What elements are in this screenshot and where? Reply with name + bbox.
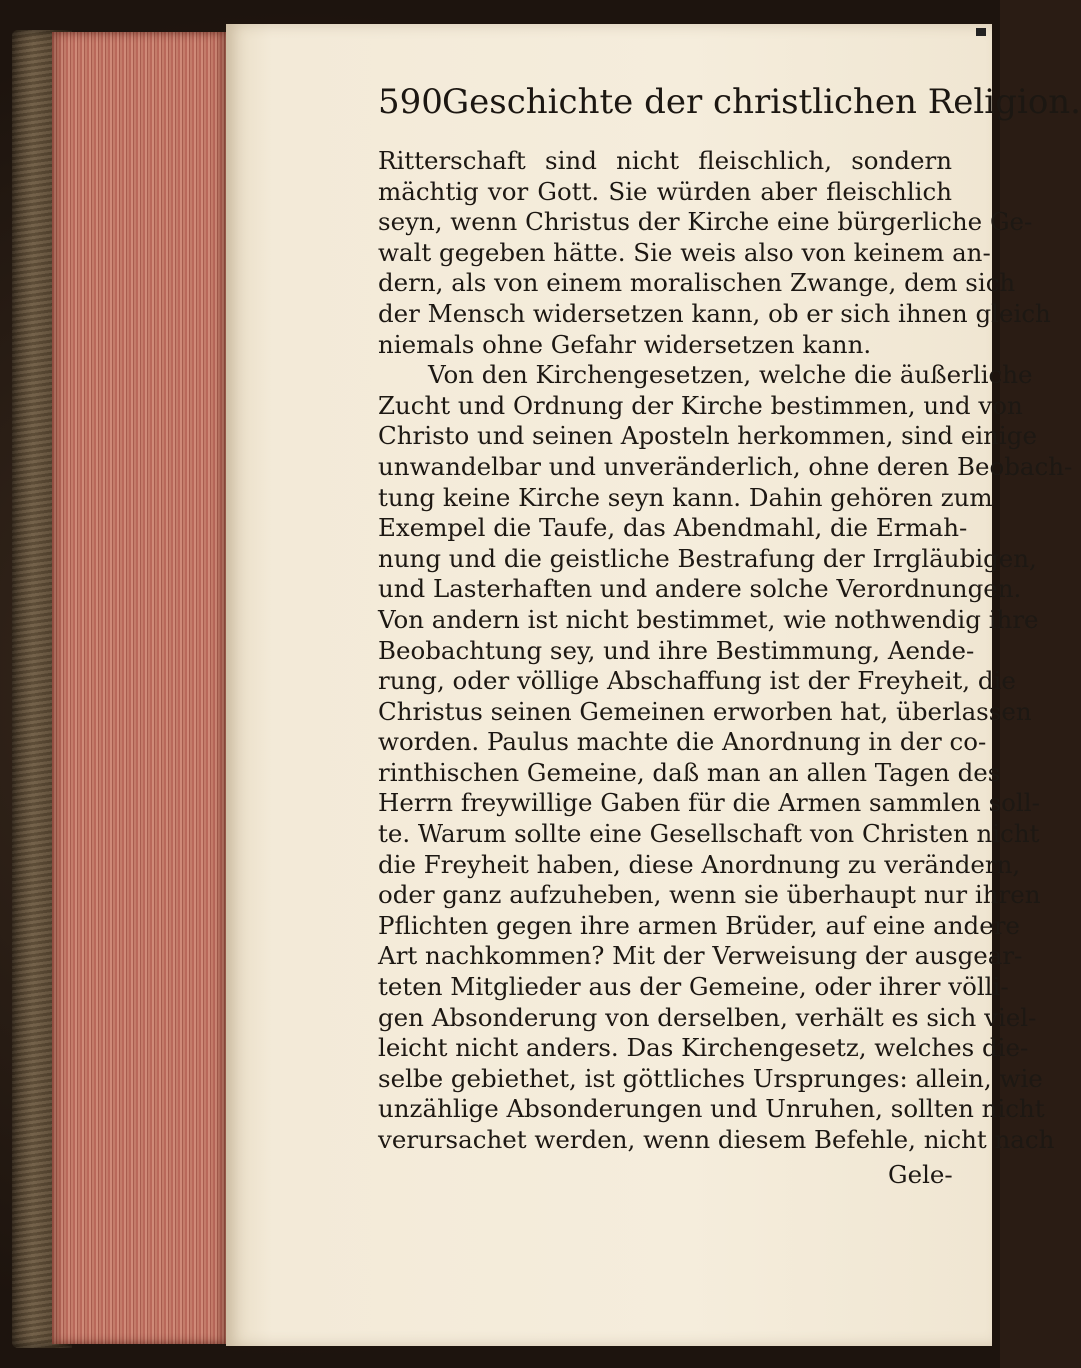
text-line: walt gegeben hätte. Sie weis also von keinem an-	[378, 237, 991, 267]
page-header	[378, 82, 1081, 134]
running-title: Geschichte der christlichen Religion.	[442, 82, 1081, 122]
text-line: niemals ohne Gefahr widersetzen kann.	[378, 329, 872, 359]
text-line: Pflichten gegen ihre armen Brüder, auf eine andere	[378, 910, 1020, 940]
corner-mark	[976, 28, 986, 36]
catchword: Gele-	[888, 1160, 953, 1189]
text-line: Exempel die Taufe, das Abendmahl, die Ermah-	[378, 513, 968, 543]
text-line: Von den Kirchengesetzen, welche die äußerliche	[428, 360, 1033, 390]
text-line: und Lasterhaften und andere solche Verordnungen.	[378, 574, 1022, 604]
text-line: selbe gebiethet, ist göttliches Ursprunges: allein, wie	[378, 1063, 1043, 1093]
text-line: Christo und seinen Aposteln herkommen, sind einige	[378, 421, 1037, 451]
text-line: gen Absonderung von derselben, verhält es sich viel-	[378, 1002, 1037, 1032]
text-line: nung und die geistliche Bestrafung der Irrgläubigen,	[378, 543, 1037, 573]
text-line: dern, als von einem moralischen Zwange, dem sich	[378, 268, 1016, 298]
text-line: Beobachtung sey, und ihre Bestimmung, Aende-	[378, 635, 975, 665]
page-number: 590	[378, 82, 443, 122]
text-line: rinthischen Gemeine, daß man an allen Tagen des	[378, 757, 1001, 787]
text-line: leicht nicht anders. Das Kirchengesetz, welches die-	[378, 1033, 1029, 1063]
text-line: worden. Paulus machte die Anordnung in der co-	[378, 727, 987, 757]
text-line: Zucht und Ordnung der Kirche bestimmen, und von	[378, 390, 1023, 420]
text-line: rung, oder völlige Abschaffung ist der Freyheit, die	[378, 666, 1016, 696]
text-line: unzählige Absonderungen und Unruhen, sollten nicht	[378, 1094, 1045, 1124]
text-line: tung keine Kirche seyn kann. Dahin gehören zum	[378, 482, 993, 512]
body-text	[378, 146, 1073, 1156]
page-edges-red	[52, 32, 228, 1344]
text-line: verursachet werden, wenn diesem Befehle, nicht nach	[378, 1125, 1055, 1154]
text-line: mächtig vor Gott. Sie würden aber fleischlich	[378, 176, 952, 206]
text-line: Herrn freywillige Gaben für die Armen sammlen soll-	[378, 788, 1040, 818]
text-line: oder ganz aufzuheben, wenn sie überhaupt nur ihren	[378, 880, 1041, 910]
text-line: te. Warum sollte eine Gesellschaft von Christen nicht	[378, 819, 1040, 849]
text-line: unwandelbar und unveränderlich, ohne deren Beobach-	[378, 451, 1073, 481]
text-line: Art nachkommen? Mit der Verweisung der ausgear-	[378, 941, 1023, 971]
text-line: Von andern ist nicht bestimmet, wie nothwendig ihre	[378, 604, 1039, 634]
text-line: teten Mitglieder aus der Gemeine, oder ihrer völli-	[378, 972, 1009, 1002]
text-line: Christus seinen Gemeinen erworben hat, überlassen	[378, 696, 1032, 726]
text-line: Ritterschaft sind nicht fleischlich, sondern	[378, 146, 952, 175]
text-line: die Freyheit haben, diese Anordnung zu verändern,	[378, 849, 1021, 879]
text-line: der Mensch widersetzen kann, ob er sich ihnen gleich	[378, 298, 1051, 328]
text-line: seyn, wenn Christus der Kirche eine bürgerliche Ge-	[378, 207, 1033, 237]
